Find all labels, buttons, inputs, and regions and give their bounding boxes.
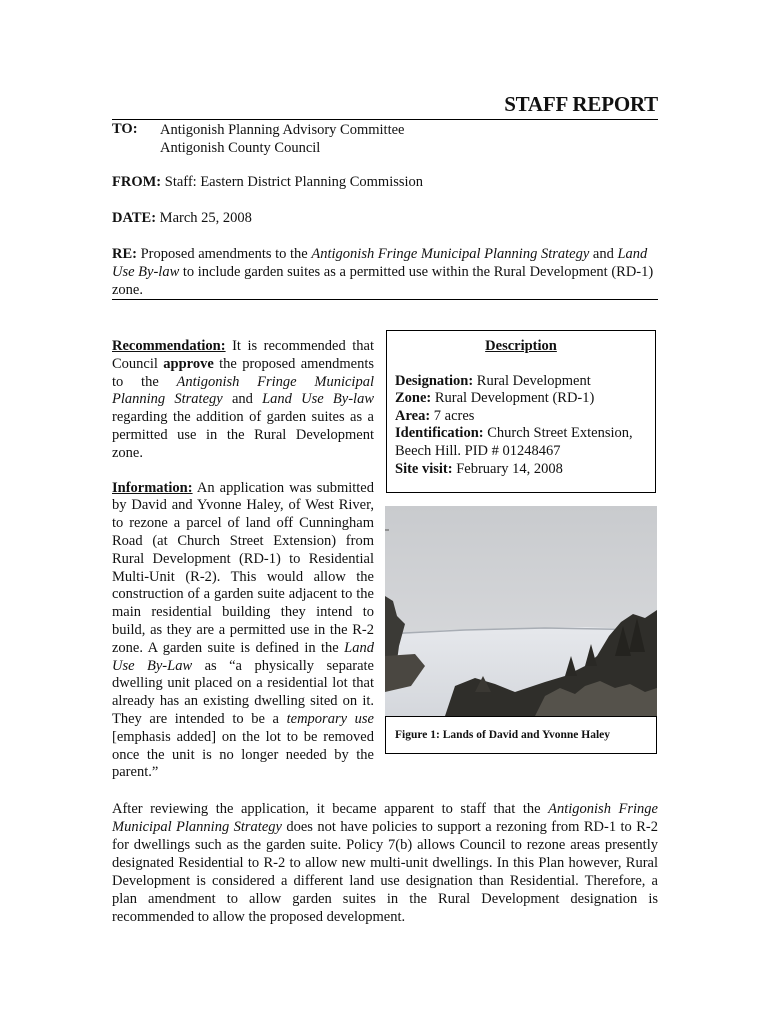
from-label: FROM:	[112, 174, 162, 190]
information-text: An application was submitted by David and Yvonne Haley, of West River, to rezone a parcel of land off Cunningham Road (at Church Street Extension) from Rural Development (RD-1) to Residential Multi-Unit (R-2). This would allow the construction of a garden suite adjacent to the main residential building they intend to build, as they are a permitted use in the R-2 zone. A garden suite is defined in the	[112, 479, 374, 656]
designation-label: Designation:	[395, 372, 474, 389]
zone-row	[395, 390, 647, 408]
description-title: Description	[485, 338, 557, 354]
re-bylaw-title: Land Use By-law	[112, 246, 648, 280]
left-column	[112, 338, 374, 782]
identification-label: Identification:	[395, 425, 484, 442]
recommendation-text: It is recommended that Council	[112, 338, 374, 372]
re-text: to include garden suites as a permitted use within the Rural Development (RD-1) zone.	[112, 264, 654, 298]
recommendation-heading: Recommendation:	[112, 338, 226, 354]
site-visit-row	[395, 461, 647, 479]
header-rule	[112, 119, 658, 120]
date-label: DATE:	[112, 210, 157, 226]
re-line	[112, 245, 660, 299]
photo-illustration	[385, 506, 657, 716]
re-text: Proposed amendments to the	[136, 246, 312, 262]
information-paragraph	[112, 480, 374, 783]
date-line	[112, 209, 660, 227]
area-label: Area:	[395, 407, 431, 424]
recommendation-text: regarding the addition of garden suites as a permitted use in the Rural Development zone.	[112, 409, 374, 461]
description-box	[386, 330, 656, 493]
description-body	[387, 373, 655, 479]
recommendation-approve: approve	[163, 355, 214, 372]
to-label: TO:	[112, 121, 138, 137]
area-row	[395, 408, 647, 426]
identification-row	[395, 425, 647, 460]
designation-value: Rural Development	[473, 372, 591, 389]
area-value: 7 acres	[430, 407, 475, 424]
memo-rule	[112, 299, 658, 300]
to-recipient-1: Antigonish Planning Advisory Committee	[160, 122, 405, 138]
recommendation-text: the proposed amendments to the	[112, 355, 374, 390]
zone-label: Zone:	[395, 390, 432, 407]
zone-value: Rural Development (RD-1)	[431, 390, 595, 407]
analysis-strategy-title: Antigonish Fringe Municipal Planning Strategy	[112, 801, 658, 835]
identification-value: Church Street Extension, Beech Hill. PID # 01248467	[395, 425, 633, 459]
information-text: [emphasis added] on the lot to be removed once the unit is no longer needed by the parent.”	[112, 728, 374, 781]
winter-land-photo	[385, 506, 657, 716]
re-strategy-title: Antigonish Fringe Municipal Planning Strategy	[311, 246, 590, 262]
re-text: and	[589, 246, 618, 262]
information-heading: Information:	[112, 479, 193, 496]
from-text: Staff: Eastern District Planning Commission	[161, 174, 424, 190]
designation-row	[395, 373, 647, 391]
site-visit-value: February 14, 2008	[452, 460, 563, 477]
recommendation-text: and	[222, 391, 263, 408]
from-line	[112, 173, 660, 191]
recommendation-bylaw-title: Land Use By-law	[262, 391, 374, 408]
information-text: as “a physically separate dwelling unit placed on a residential lot that already has an existing dwelling sited on it. They are intended to be a	[112, 657, 374, 727]
to-recipient-2: Antigonish County Council	[160, 140, 321, 156]
recommendation-paragraph	[112, 338, 374, 463]
analysis-paragraph	[112, 800, 658, 926]
information-temporary-use: temporary use	[286, 710, 374, 727]
analysis-text: After reviewing the application, it became apparent to staff that the	[112, 801, 549, 817]
to-recipients	[160, 121, 405, 157]
information-bylaw-title: Land Use By-Law	[112, 639, 374, 674]
recommendation-strategy-title: Antigonish Fringe Municipal Planning Strategy	[112, 373, 374, 408]
page-title: STAFF REPORT	[504, 92, 658, 116]
re-label: RE:	[112, 246, 137, 262]
analysis-text: does not have policies to support a rezoning from RD-1 to R-2 for dwellings such as the garden suite. Policy 7(b) allows Council to rezone areas presently designated Residential to R-2 to allow new multi-unit dwellings. In this Plan however, Rural Development is considered a different land use designation than Residential. Therefore, a plan amendment to allow garden suites in the Rural Development designation is recommended to allow the proposed development.	[112, 819, 658, 925]
figure-caption-box	[385, 716, 657, 754]
date-text: March 25, 2008	[156, 210, 252, 226]
site-visit-label: Site visit:	[395, 460, 453, 477]
figure-caption: Figure 1: Lands of David and Yvonne Haley	[395, 729, 611, 741]
